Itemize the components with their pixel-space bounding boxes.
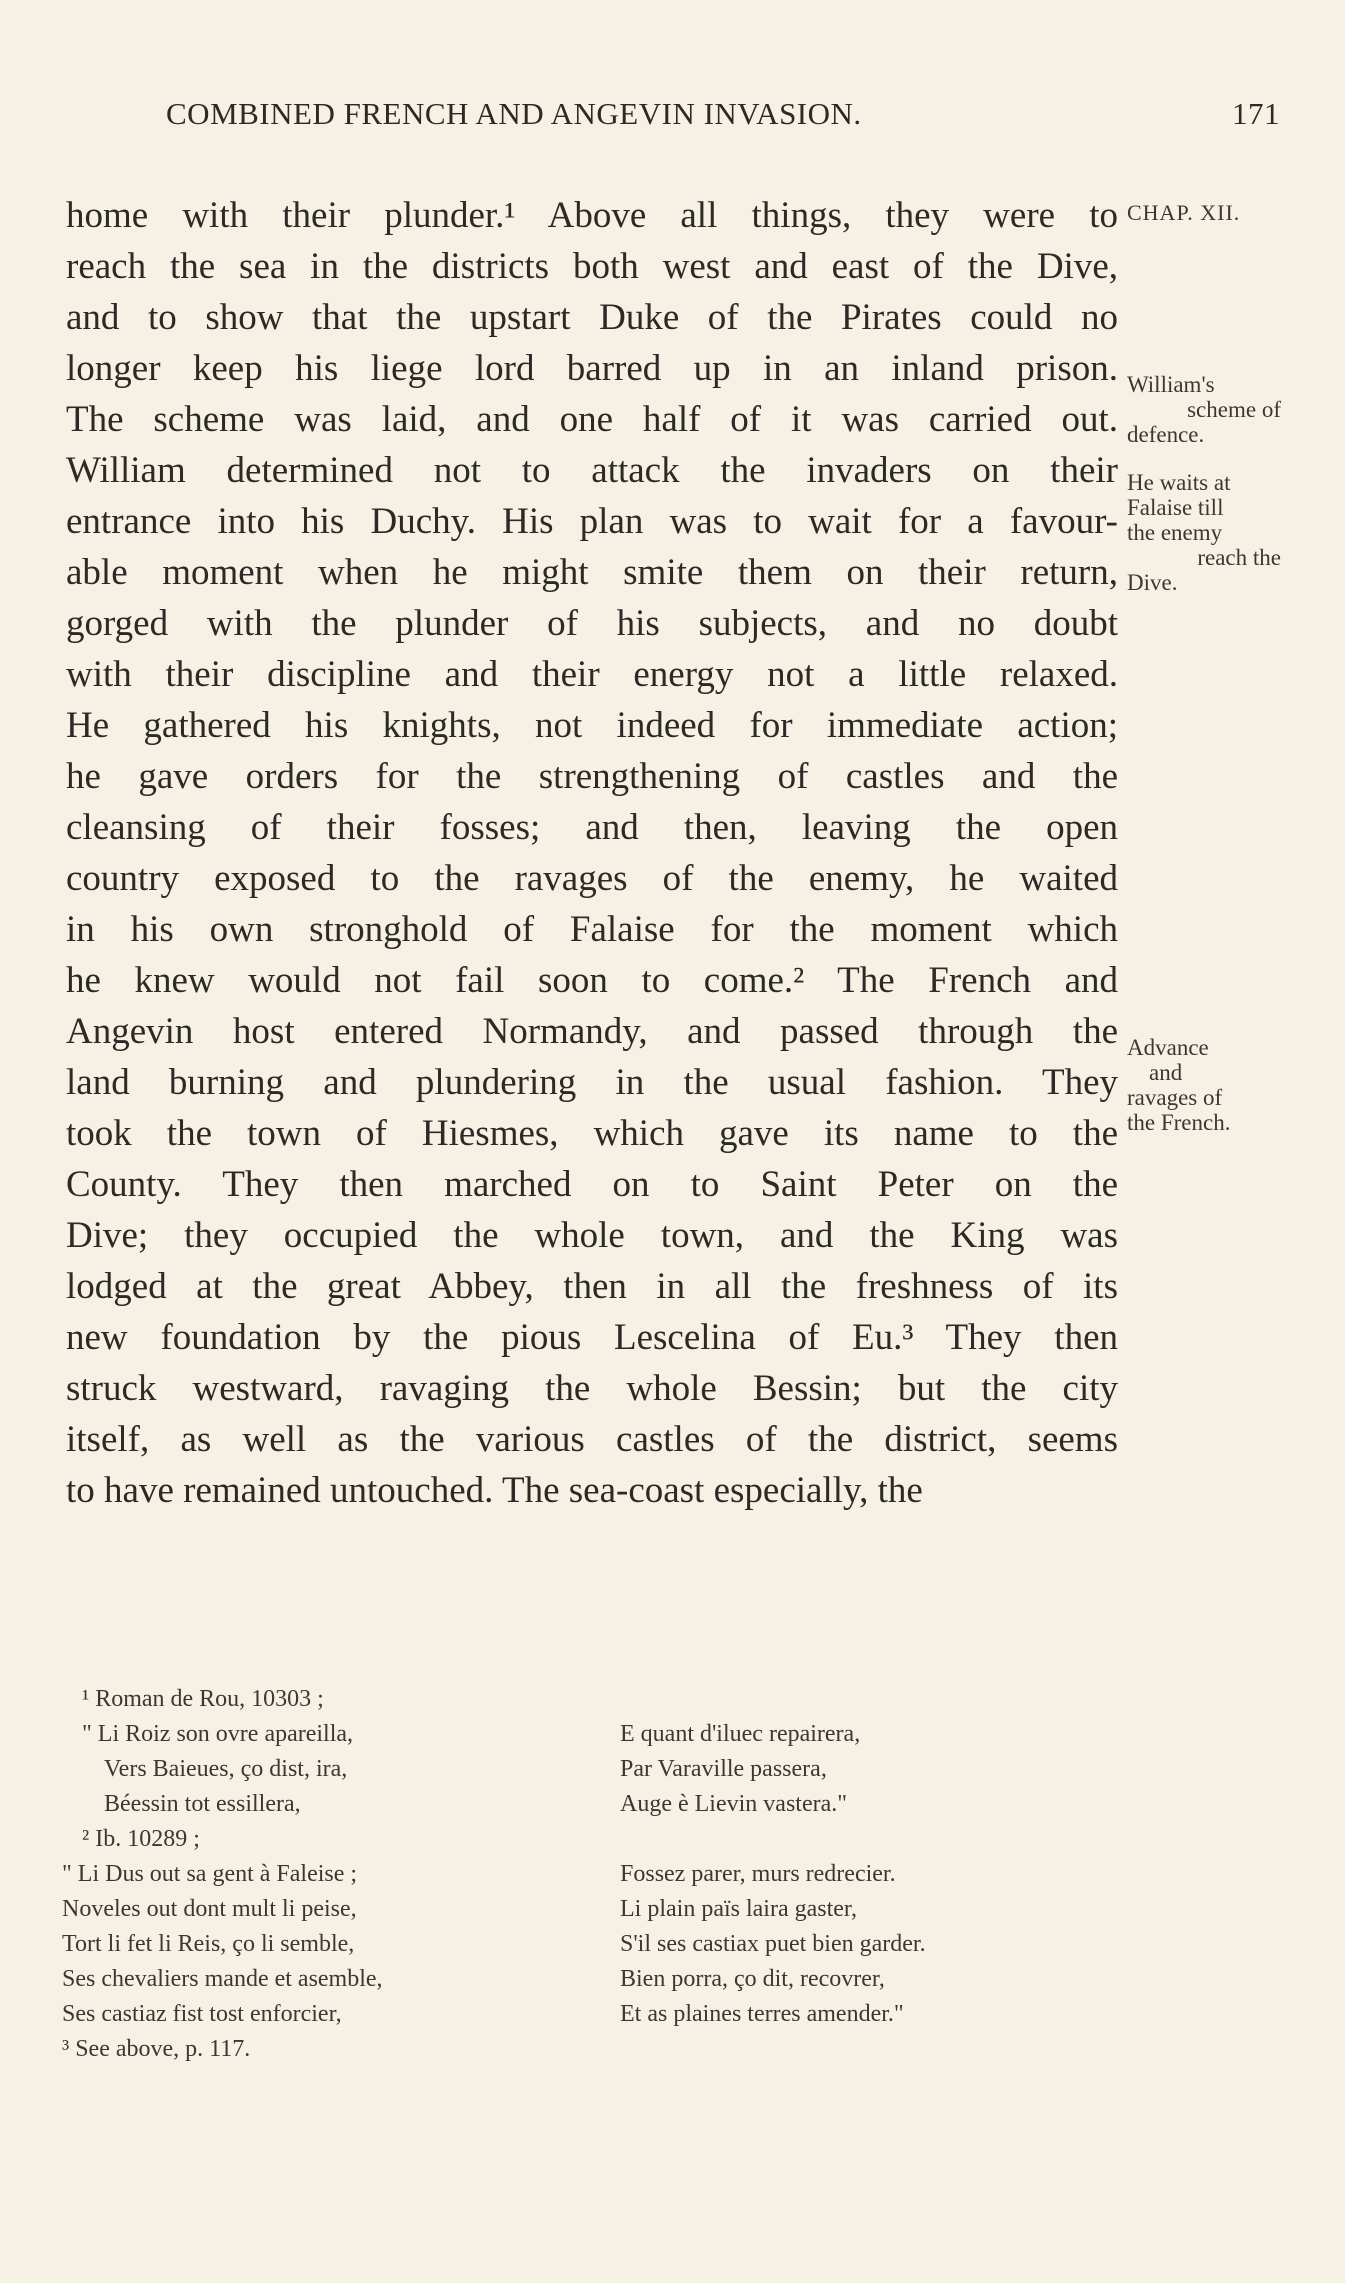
text-line: struck westward, ravaging the whole Bessin; but the city [66, 1368, 1118, 1409]
text-line: Angevin host entered Normandy, and passed through the [66, 1011, 1118, 1052]
margin-note-line: He waits at [1127, 470, 1231, 495]
verse-right: S'il ses castiax puet bien garder. [620, 1931, 926, 1957]
footnote-line [62, 1752, 1282, 1787]
verse-right: Par Varaville passera, [620, 1756, 827, 1782]
margin-note-line: reach the [1197, 545, 1281, 570]
footnote-line [62, 1962, 1282, 1997]
text-line: new foundation by the pious Lescelina of Eu.³ They then [66, 1317, 1118, 1358]
text-line: The scheme was laid, and one half of it was carried out. [66, 399, 1118, 440]
text-line: William determined not to attack the invaders on their [66, 450, 1118, 491]
verse-left: Tort li fet li Reis, ço li semble, [62, 1931, 355, 1957]
footnote-line [62, 1857, 1282, 1892]
footnote-ref: ² Ib. 10289 ; [82, 1826, 200, 1852]
footnote-line [62, 1717, 1282, 1752]
footnote-line [62, 2032, 1282, 2067]
margin-note-line: Advance [1127, 1035, 1209, 1060]
margin-note-line: Falaise till [1127, 495, 1224, 520]
footnote-line [62, 1787, 1282, 1822]
footnotes [62, 1682, 1282, 2067]
margin-note-line: and [1149, 1060, 1183, 1085]
text-line: itself, as well as the various castles of the district, seems [66, 1419, 1118, 1460]
margin-note-line: defence. [1127, 422, 1205, 447]
text-line: he gave orders for the strengthening of castles and the [66, 756, 1118, 797]
verse-left: Ses chevaliers mande et asemble, [62, 1966, 383, 1992]
chapter-label [1127, 200, 1240, 225]
chapter-label-text: CHAP. XII. [1127, 200, 1241, 225]
margin-note-line: Dive. [1127, 570, 1178, 595]
footnote-line [62, 1927, 1282, 1962]
footnote-line [62, 1822, 1282, 1857]
verse-right: Fossez parer, murs redrecier. [620, 1861, 896, 1887]
footnote-ref: ¹ Roman de Rou, 10303 ; [82, 1686, 324, 1712]
margin-note-line: scheme of [1187, 397, 1281, 422]
text-line: County. They then marched on to Saint Peter on the [66, 1164, 1118, 1205]
text-line: in his own stronghold of Falaise for the moment which [66, 909, 1118, 950]
text-line: took the town of Hiesmes, which gave its name to the [66, 1113, 1118, 1154]
verse-left: Ses castiaz fist tost enforcier, [62, 2001, 342, 2027]
verse-right: E quant d'iluec repairera, [620, 1721, 861, 1747]
margin-note-line: ravages of [1127, 1085, 1223, 1110]
verse-left: Vers Baieues, ço dist, ira, [104, 1756, 348, 1782]
footnote-ref: ³ See above, p. 117. [62, 2036, 251, 2062]
text-line: reach the sea in the districts both west and east of the Dive, [66, 246, 1118, 287]
text-line: to have remained untouched. The sea-coast especially, the [66, 1470, 923, 1511]
margin-note-waits [1127, 470, 1281, 595]
text-line: with their discipline and their energy not a little relaxed. [66, 654, 1118, 695]
text-line: he knew would not fail soon to come.² The French and [66, 960, 1118, 1001]
verse-left: " Li Dus out sa gent à Faleise ; [62, 1861, 358, 1887]
text-line: longer keep his liege lord barred up in an inland prison. [66, 348, 1118, 389]
verse-right: Li plain païs laira gaster, [620, 1896, 857, 1922]
text-line: He gathered his knights, not indeed for immediate action; [66, 705, 1118, 746]
footnote-line [62, 1892, 1282, 1927]
text-line: cleansing of their fosses; and then, leaving the open [66, 807, 1118, 848]
text-line: home with their plunder.¹ Above all things, they were to [66, 195, 1118, 236]
verse-right: Bien porra, ço dit, recovrer, [620, 1966, 885, 1992]
verse-left: Noveles out dont mult li peise, [62, 1896, 357, 1922]
verse-right: Auge è Lievin vastera." [620, 1791, 848, 1817]
text-line: entrance into his Duchy. His plan was to wait for a favour- [66, 501, 1118, 542]
page-number: 171 [1232, 96, 1280, 131]
text-line: and to show that the upstart Duke of the Pirates could no [66, 297, 1118, 338]
verse-left: Béessin tot essillera, [104, 1791, 301, 1817]
verse-right: Et as plaines terres amender." [620, 2001, 904, 2027]
running-title: COMBINED FRENCH AND ANGEVIN INVASION. [166, 96, 862, 131]
text-line: lodged at the great Abbey, then in all the freshness of its [66, 1266, 1118, 1307]
footnote-line [62, 1682, 1282, 1717]
footnote-line [62, 1997, 1282, 2032]
margin-note-line: the French. [1127, 1110, 1231, 1135]
text-line: able moment when he might smite them on their return, [66, 552, 1118, 593]
text-line: land burning and plundering in the usual fashion. They [66, 1062, 1118, 1103]
text-line: country exposed to the ravages of the enemy, he waited [66, 858, 1118, 899]
body-text [66, 190, 1118, 1516]
text-line: Dive; they occupied the whole town, and the King was [66, 1215, 1118, 1256]
margin-note-line: William's [1127, 372, 1215, 397]
margin-note-advance [1127, 1035, 1230, 1135]
verse-left: " Li Roiz son ovre apareilla, [82, 1721, 354, 1747]
text-line: gorged with the plunder of his subjects, and no doubt [66, 603, 1118, 644]
margin-note-scheme [1127, 372, 1281, 447]
margin-note-line: the enemy [1127, 520, 1223, 545]
